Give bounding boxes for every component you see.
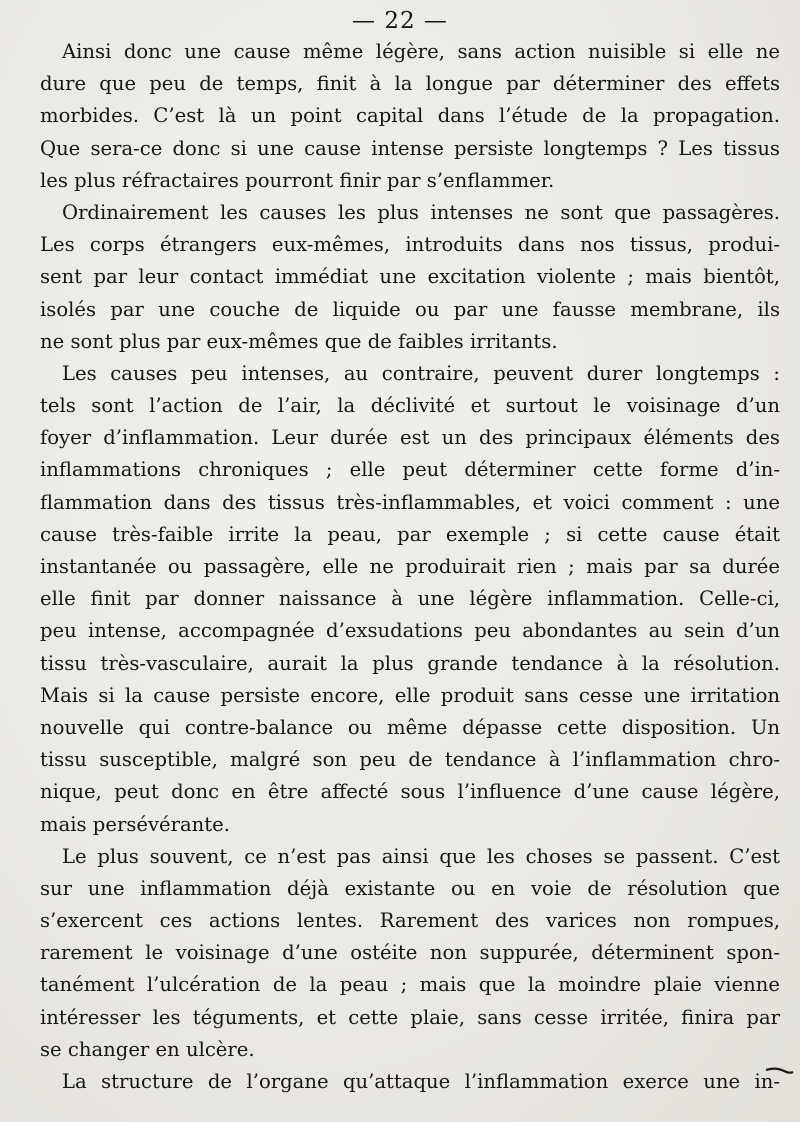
ink-mark-icon	[764, 1066, 794, 1076]
text-line: tissu susceptible, malgré son peu de tendance à l’inflammation chro-	[40, 748, 780, 772]
text-line: morbides. C’est là un point capital dans l’étude de la propagation.	[40, 104, 780, 128]
text-line: rarement le voisinage d’une ostéite non suppurée, déterminent spon-	[40, 941, 780, 965]
text-line: Les corps étrangers eux-mêmes, introduits dans nos tissus, produi-	[40, 233, 780, 257]
body-text	[40, 36, 780, 1098]
text-line: La structure de l’organe qu’attaque l’inflammation exerce une in-	[62, 1070, 780, 1093]
text-line: Que sera-ce donc si une cause intense persiste longtemps ? Les tissus	[40, 136, 780, 160]
text-line: sent par leur contact immédiat une excitation violente ; mais bientôt,	[40, 265, 780, 289]
text-line: Les causes peu intenses, au contraire, peuvent durer longtemps :	[62, 361, 780, 385]
text-line: ne sont plus par eux-mêmes que de faibles irritants.	[40, 329, 558, 353]
text-line: tanément l’ulcération de la peau ; mais que la moindre plaie vienne	[40, 973, 780, 997]
text-line: Ordinairement les causes les plus intenses ne sont que passagères.	[62, 200, 780, 224]
text-line: peu intense, accompagnée d’exsudations peu abondantes au sein d’un	[40, 619, 780, 643]
text-line: tissu très-vasculaire, aurait la plus grande tendance à la résolution.	[40, 651, 780, 675]
text-line: mais persévérante.	[40, 812, 230, 836]
text-line: dure que peu de temps, finit à la longue par déterminer des effets	[40, 72, 780, 96]
text-line: instantanée ou passagère, elle ne produirait rien ; mais par sa durée	[40, 555, 780, 578]
text-line: nique, peut donc en être affecté sous l’influence d’une cause légère,	[40, 780, 780, 804]
text-line: tels sont l’action de l’air, la déclivité et surtout le voisinage d’un	[40, 394, 780, 418]
text-line: isolés par une couche de liquide ou par une fausse membrane, ils	[40, 297, 780, 321]
text-line: elle finit par donner naissance à une légère inflammation. Celle-ci,	[40, 587, 780, 611]
text-line: Mais si la cause persiste encore, elle produit sans cesse une irritation	[40, 683, 780, 707]
text-line: cause très-faible irrite la peau, par exemple ; si cette cause était	[40, 522, 780, 546]
text-line: les plus réfractaires pourront finir par s’enflammer.	[40, 168, 555, 192]
page-number: — 22 —	[352, 8, 448, 34]
text-line: intéresser les téguments, et cette plaie, sans cesse irritée, finira par	[40, 1005, 780, 1029]
text-line: nouvelle qui contre-balance ou même dépasse cette disposition. Un	[40, 715, 780, 739]
text-line: sur une inflammation déjà existante ou en voie de résolution que	[40, 876, 780, 900]
text-line: inflammations chroniques ; elle peut déterminer cette forme d’in-	[40, 458, 780, 482]
text-line: Ainsi donc une cause même légère, sans action nuisible si elle ne	[62, 40, 780, 63]
text-line: se changer en ulcère.	[40, 1037, 255, 1061]
text-line: foyer d’inflammation. Leur durée est un des principaux éléments des	[40, 426, 780, 450]
text-line: Le plus souvent, ce n’est pas ainsi que les choses se passent. C’est	[62, 844, 780, 868]
text-line: s’exercent ces actions lentes. Rarement des varices non rompues,	[40, 909, 780, 933]
text-line: flammation dans des tissus très-inflammables, et voici comment : une	[40, 490, 780, 514]
